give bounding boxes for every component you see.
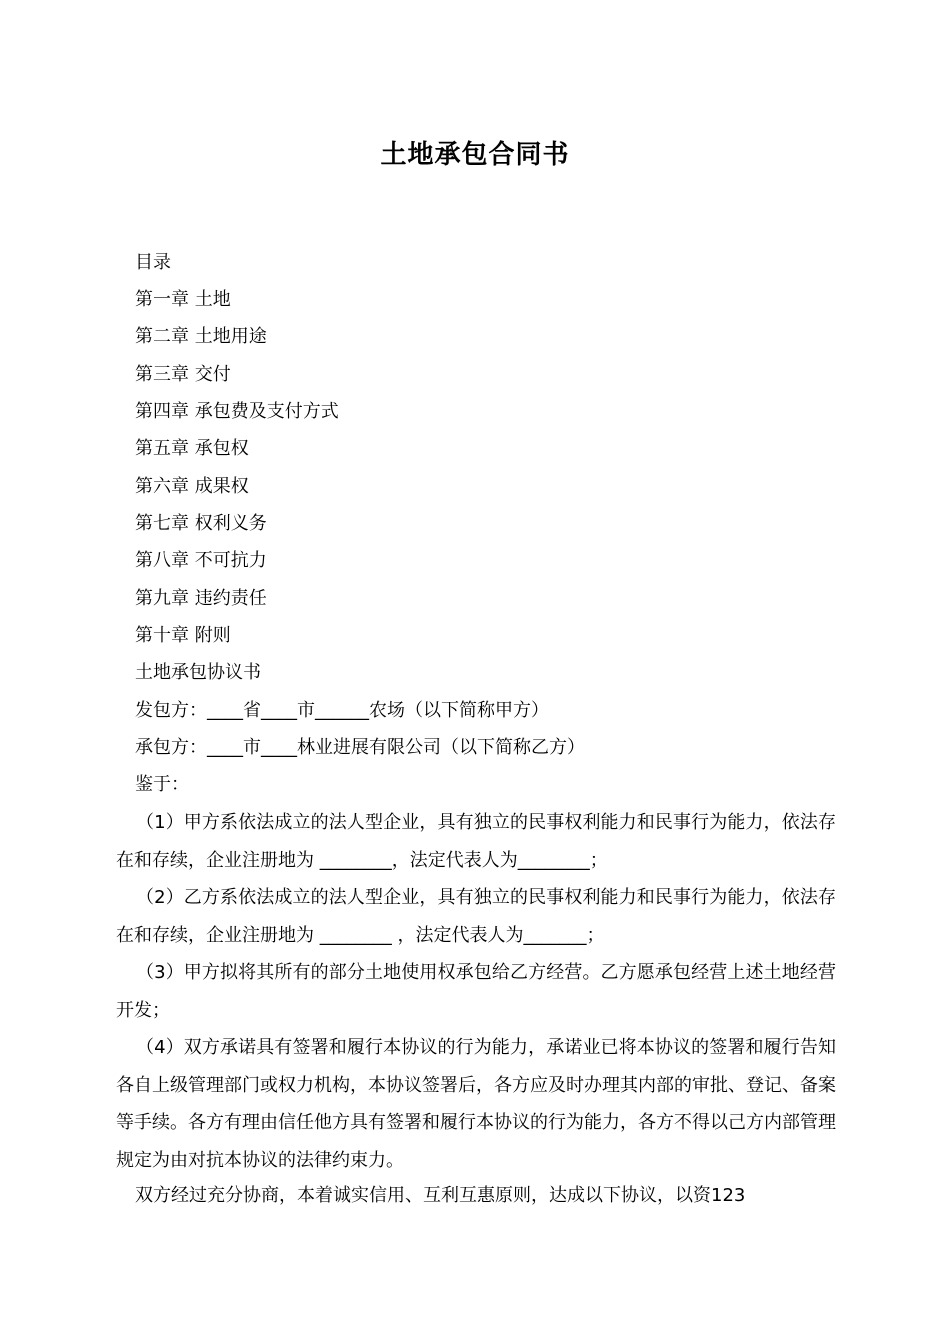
toc-item-chapter-6: 第六章 成果权 bbox=[135, 476, 249, 497]
document-title: 土地承包合同书 bbox=[380, 140, 570, 170]
toc-item-chapter-9: 第九章 违约责任 bbox=[135, 588, 267, 609]
toc-item-chapter-3: 第三章 交付 bbox=[135, 364, 231, 385]
clause-2: （2）乙方系依法成立的法人型企业，具有独立的民事权利能力和民事行为能力，依法存在和存续，企业注册地为 ________ ，法定代表人为_______； bbox=[116, 887, 836, 946]
toc-item-chapter-10: 第十章 附则 bbox=[135, 625, 231, 646]
toc-item-chapter-4: 第四章 承包费及支付方式 bbox=[135, 401, 339, 422]
party-b-line: 承包方：____市____林业进展有限公司（以下简称乙方） bbox=[135, 737, 585, 758]
toc-heading: 目录 bbox=[135, 252, 171, 273]
toc-item-chapter-5: 第五章 承包权 bbox=[135, 438, 249, 459]
clause-4: （4）双方承诺具有签署和履行本协议的行为能力，承诺业已将本协议的签署和履行告知各自上级管理部门或权力机构，本协议签署后，各方应及时办理其内部的审批、登记、备案等手续。各方有理由信任他方具有签署和履行本协议的行为能力，各方不得以己方内部管理规定为由对抗本协议的法律约束力。 bbox=[116, 1037, 836, 1171]
agreement-title: 土地承包协议书 bbox=[135, 662, 261, 683]
toc-item-chapter-2: 第二章 土地用途 bbox=[135, 326, 267, 347]
clause-1: （1）甲方系依法成立的法人型企业，具有独立的民事权利能力和民事行为能力，依法存在和存续，企业注册地为 ________，法定代表人为________； bbox=[116, 812, 836, 871]
toc-item-chapter-7: 第七章 权利义务 bbox=[135, 513, 267, 534]
party-a-line: 发包方：____省____市______农场（以下简称甲方） bbox=[135, 700, 549, 721]
clause-3: （3）甲方拟将其所有的部分土地使用权承包给乙方经营。乙方愿承包经营上述土地经营开发； bbox=[116, 962, 836, 1021]
whereas-heading: 鉴于： bbox=[135, 774, 189, 795]
toc-item-chapter-8: 第八章 不可抗力 bbox=[135, 550, 267, 571]
toc-item-chapter-1: 第一章 土地 bbox=[135, 289, 231, 310]
closing-paragraph: 双方经过充分协商，本着诚实信用、互利互惠原则，达成以下协议，以资123 bbox=[135, 1185, 746, 1206]
